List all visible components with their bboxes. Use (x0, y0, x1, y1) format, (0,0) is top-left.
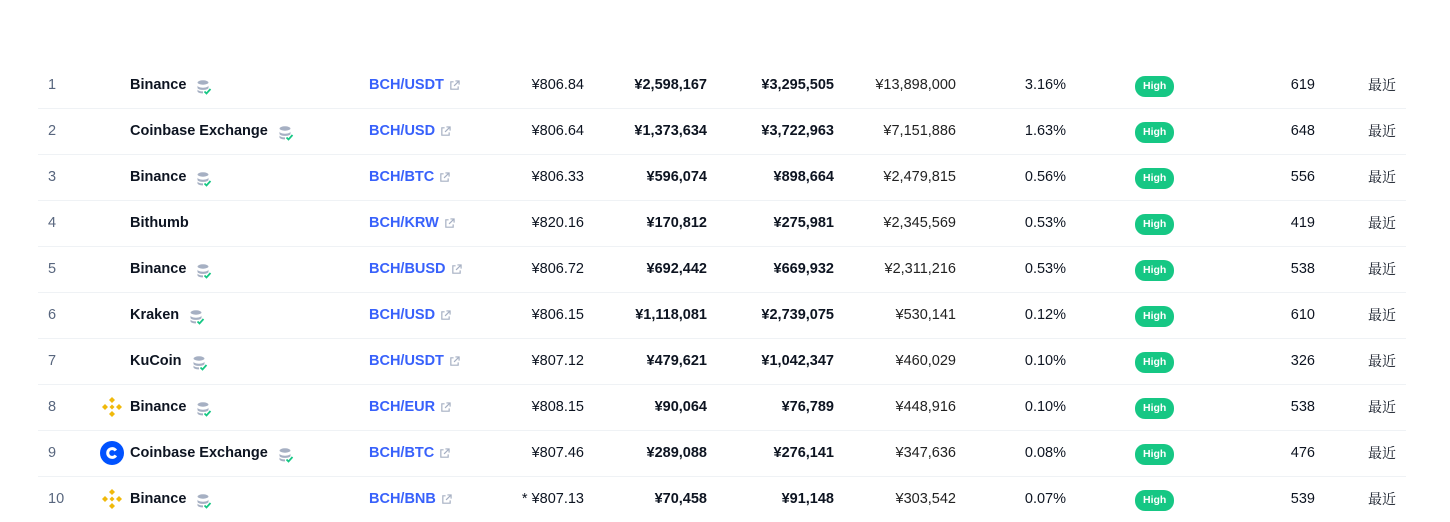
volume-cell: ¥2,345,569 (883, 215, 956, 231)
depth-minus-cell: ¥3,722,963 (761, 123, 834, 139)
depth-plus-cell: ¥1,118,081 (635, 307, 707, 323)
rank-cell: 3 (48, 169, 57, 185)
rank-cell: 8 (48, 399, 57, 415)
confidence-badge (1135, 213, 1174, 233)
price-cell: ¥806.84 (531, 77, 584, 93)
price-cell: ¥807.12 (531, 353, 584, 369)
confidence-badge (1135, 351, 1174, 371)
depth-minus-cell: ¥91,148 (781, 491, 834, 507)
liquidity-score-cell: 419 (1290, 215, 1315, 231)
liquidity-score-cell: 538 (1290, 399, 1315, 415)
verified-exchange-icon (278, 125, 294, 141)
pair-label[interactable]: BCH/BTC (369, 169, 435, 185)
external-link-icon[interactable] (440, 126, 451, 137)
volume-cell: ¥347,636 (895, 445, 956, 461)
pair-link[interactable] (369, 385, 451, 430)
volume-cell: ¥13,898,000 (875, 77, 956, 93)
depth-minus-cell: ¥898,664 (773, 169, 834, 185)
confidence-label: High (1135, 214, 1174, 235)
binance-logo-icon (100, 487, 124, 511)
volume-percent-cell: 3.16% (1024, 77, 1066, 93)
updated-cell: 最近 (1368, 353, 1396, 369)
table-row[interactable] (38, 201, 1406, 247)
table-row[interactable] (38, 339, 1406, 385)
volume-cell: ¥2,311,216 (884, 261, 956, 277)
rank-cell: 9 (48, 445, 57, 461)
external-link-icon[interactable] (440, 310, 451, 321)
confidence-badge (1135, 397, 1174, 417)
depth-minus-cell: ¥76,789 (781, 399, 834, 415)
confidence-label: High (1135, 76, 1174, 97)
depth-minus-cell: ¥3,295,505 (761, 77, 834, 93)
pair-label[interactable]: BCH/BUSD (369, 261, 446, 277)
depth-plus-cell: ¥596,074 (646, 169, 707, 185)
confidence-label: High (1135, 168, 1174, 189)
price-cell: ¥806.72 (531, 261, 584, 277)
updated-cell: 最近 (1368, 77, 1396, 93)
volume-percent-cell: 0.08% (1024, 445, 1066, 461)
volume-cell: ¥448,916 (895, 399, 956, 415)
coinbase-logo-icon (100, 441, 124, 465)
verified-exchange-icon (196, 171, 212, 187)
pair-link[interactable] (369, 431, 450, 476)
table-row[interactable] (38, 247, 1406, 293)
volume-cell: ¥7,151,886 (883, 123, 956, 139)
external-link-icon[interactable] (451, 264, 462, 275)
external-link-icon[interactable] (444, 218, 455, 229)
volume-cell: ¥530,141 (895, 307, 956, 323)
volume-cell: ¥303,542 (895, 491, 956, 507)
volume-percent-cell: 0.53% (1024, 215, 1066, 231)
exchange-cell[interactable] (130, 339, 208, 384)
table-row[interactable] (38, 109, 1406, 155)
volume-cell: ¥460,029 (895, 353, 956, 369)
verified-exchange-icon (192, 355, 208, 371)
liquidity-score-cell: 610 (1290, 307, 1315, 323)
external-link-icon[interactable] (440, 402, 451, 413)
depth-plus-cell: ¥90,064 (654, 399, 707, 415)
price-cell: ¥806.33 (531, 169, 584, 185)
verified-exchange-icon (196, 401, 212, 417)
pair-label[interactable]: BCH/KRW (369, 215, 439, 231)
updated-cell: 最近 (1368, 445, 1396, 461)
price-cell: ¥808.15 (531, 399, 584, 415)
liquidity-score-cell: 476 (1290, 445, 1315, 461)
rank-cell: 1 (48, 77, 57, 93)
price-cell: ¥806.64 (531, 123, 584, 139)
depth-plus-cell: ¥692,442 (646, 261, 707, 277)
table-row[interactable] (38, 63, 1406, 109)
verified-exchange-icon (196, 493, 212, 509)
exchange-name[interactable]: KuCoin (130, 353, 182, 369)
pair-link[interactable] (369, 63, 460, 108)
updated-cell: 最近 (1368, 215, 1396, 231)
confidence-label: High (1135, 444, 1174, 465)
updated-cell: 最近 (1368, 123, 1396, 139)
confidence-label: High (1135, 122, 1174, 143)
pair-link[interactable] (369, 247, 462, 292)
rank-cell: 6 (48, 307, 57, 323)
table-row[interactable] (38, 155, 1406, 201)
table-row[interactable] (38, 431, 1406, 477)
depth-minus-cell: ¥669,932 (773, 261, 834, 277)
pair-link[interactable] (369, 109, 451, 154)
exchange-name[interactable]: Bithumb (130, 215, 189, 231)
exchange-name[interactable]: Binance (130, 399, 187, 415)
external-link-icon[interactable] (449, 80, 460, 91)
confidence-label: High (1135, 306, 1174, 327)
confidence-badge (1135, 167, 1174, 187)
exchange-cell[interactable] (130, 109, 294, 154)
confidence-badge (1135, 259, 1174, 279)
pair-link[interactable] (369, 339, 460, 384)
exchange-cell[interactable] (130, 385, 212, 430)
depth-minus-cell: ¥275,981 (773, 215, 834, 231)
rank-cell: 10 (48, 491, 65, 507)
exchange-cell[interactable] (130, 431, 294, 476)
rank-cell: 4 (48, 215, 57, 231)
confidence-badge (1135, 121, 1174, 141)
depth-plus-cell: ¥70,458 (654, 491, 707, 507)
pair-label[interactable]: BCH/EUR (369, 399, 436, 415)
depth-plus-cell: ¥1,373,634 (634, 123, 707, 139)
volume-percent-cell: 0.07% (1024, 491, 1066, 507)
exchange-name[interactable]: Binance (130, 491, 187, 507)
external-link-icon[interactable] (439, 448, 450, 459)
rank-cell: 5 (48, 261, 57, 277)
exchange-name[interactable]: Kraken (130, 307, 180, 323)
exchange-name[interactable]: Coinbase Exchange (130, 123, 268, 139)
verified-exchange-icon (278, 447, 294, 463)
binance-logo-icon (100, 395, 124, 419)
exchange-cell[interactable] (130, 63, 212, 108)
updated-cell: 最近 (1368, 169, 1396, 185)
volume-percent-cell: 0.56% (1024, 169, 1066, 185)
table-row[interactable] (38, 293, 1406, 339)
markets-table (38, 63, 1406, 522)
volume-percent-cell: 0.10% (1024, 399, 1066, 415)
depth-plus-cell: ¥2,598,167 (634, 77, 707, 93)
confidence-label: High (1135, 260, 1174, 281)
pair-link[interactable] (369, 293, 451, 338)
pair-label[interactable]: BCH/USDT (369, 77, 444, 93)
depth-plus-cell: ¥170,812 (646, 215, 707, 231)
liquidity-score-cell: 539 (1290, 491, 1315, 507)
confidence-label: High (1135, 490, 1174, 511)
updated-cell: 最近 (1368, 399, 1396, 415)
exchange-name[interactable]: Binance (130, 261, 187, 277)
volume-percent-cell: 0.53% (1024, 261, 1066, 277)
confidence-label: High (1135, 352, 1174, 373)
depth-minus-cell: ¥276,141 (773, 445, 834, 461)
exchange-name[interactable]: Binance (130, 169, 187, 185)
external-link-icon[interactable] (439, 172, 450, 183)
table-row[interactable] (38, 385, 1406, 431)
exchange-cell[interactable] (130, 247, 212, 292)
pair-label[interactable]: BCH/USD (369, 307, 436, 323)
volume-percent-cell: 1.63% (1024, 123, 1066, 139)
price-cell: ¥806.15 (531, 307, 584, 323)
volume-percent-cell: 0.12% (1024, 307, 1066, 323)
confidence-badge (1135, 489, 1174, 509)
liquidity-score-cell: 619 (1290, 77, 1315, 93)
confidence-label: High (1135, 398, 1174, 419)
verified-exchange-icon (189, 309, 205, 325)
confidence-badge (1135, 305, 1174, 325)
pair-label[interactable]: BCH/USD (369, 123, 436, 139)
depth-minus-cell: ¥1,042,347 (761, 353, 834, 369)
liquidity-score-cell: 326 (1290, 353, 1315, 369)
liquidity-score-cell: 648 (1290, 123, 1315, 139)
pair-label[interactable]: BCH/BNB (369, 491, 436, 507)
liquidity-score-cell: 556 (1290, 169, 1315, 185)
confidence-badge (1135, 443, 1174, 463)
confidence-badge (1135, 75, 1174, 95)
exchange-name[interactable]: Coinbase Exchange (130, 445, 268, 461)
updated-cell: 最近 (1368, 491, 1396, 507)
volume-percent-cell: 0.10% (1024, 353, 1066, 369)
pair-link[interactable] (369, 201, 455, 246)
exchange-cell[interactable] (130, 293, 205, 338)
updated-cell: 最近 (1368, 307, 1396, 323)
rank-cell: 2 (48, 123, 57, 139)
exchange-cell[interactable] (130, 155, 212, 200)
rank-cell: 7 (48, 353, 57, 369)
price-cell: * ¥807.13 (521, 491, 584, 507)
pair-link[interactable] (369, 155, 450, 200)
depth-plus-cell: ¥479,621 (646, 353, 707, 369)
external-link-icon[interactable] (449, 356, 460, 367)
depth-plus-cell: ¥289,088 (646, 445, 707, 461)
updated-cell: 最近 (1368, 261, 1396, 277)
exchange-cell[interactable] (130, 201, 189, 246)
liquidity-score-cell: 538 (1290, 261, 1315, 277)
exchange-name[interactable]: Binance (130, 77, 187, 93)
pair-label[interactable]: BCH/USDT (369, 353, 444, 369)
price-cell: ¥807.46 (531, 445, 584, 461)
price-cell: ¥820.16 (531, 215, 584, 231)
verified-exchange-icon (196, 79, 212, 95)
depth-minus-cell: ¥2,739,075 (761, 307, 834, 323)
pair-label[interactable]: BCH/BTC (369, 445, 435, 461)
verified-exchange-icon (196, 263, 212, 279)
volume-cell: ¥2,479,815 (883, 169, 956, 185)
